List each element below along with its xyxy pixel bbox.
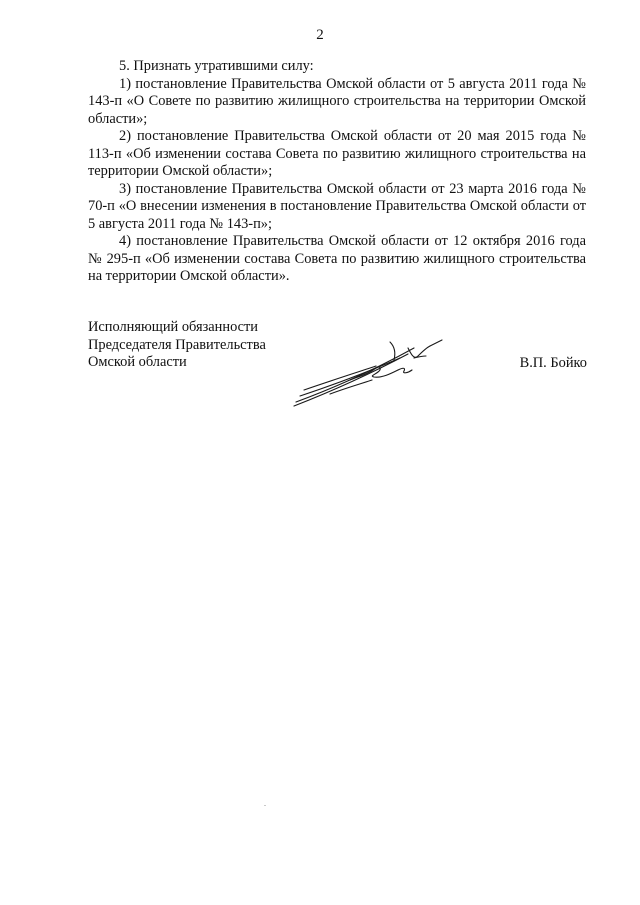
signer-name: В.П. Бойко bbox=[519, 355, 587, 371]
list-item: 3) постановление Правительства Омской области от 23 марта 2016 года № 70-п «О внесении изменения в постановление Правительства Омской области от 5 августа 2011 года № 143-п»; bbox=[88, 180, 586, 232]
page-number: 2 bbox=[316, 27, 324, 43]
list-item: 4) постановление Правительства Омской области от 12 октября 2016 года № 295-п «Об изменении состава Совета по развитию жилищного строительства на территории Омской области». bbox=[88, 233, 586, 284]
paragraph-heading: 5. Признать утратившими силу: bbox=[119, 58, 314, 74]
signer-position-line: Омской области bbox=[88, 354, 187, 371]
list-item: 1) постановление Правительства Омской области от 5 августа 2011 года № 143-п «О Совете по развитию жилищного строительства на территории Омской области»; bbox=[88, 75, 586, 127]
handwritten-signature-icon bbox=[290, 334, 446, 410]
document-body bbox=[88, 58, 586, 286]
signer-position bbox=[88, 319, 288, 372]
signer-position-line: Исполняющий обязанности bbox=[88, 319, 259, 335]
list-item: 2) постановление Правительства Омской области от 20 мая 2015 года № 113-п «Об изменении состава Совета по развитию жилищного строительства на территории Омской области»; bbox=[88, 128, 586, 179]
signer-position-line: Председателя Правительства bbox=[88, 336, 266, 353]
scan-artifact bbox=[264, 805, 266, 806]
